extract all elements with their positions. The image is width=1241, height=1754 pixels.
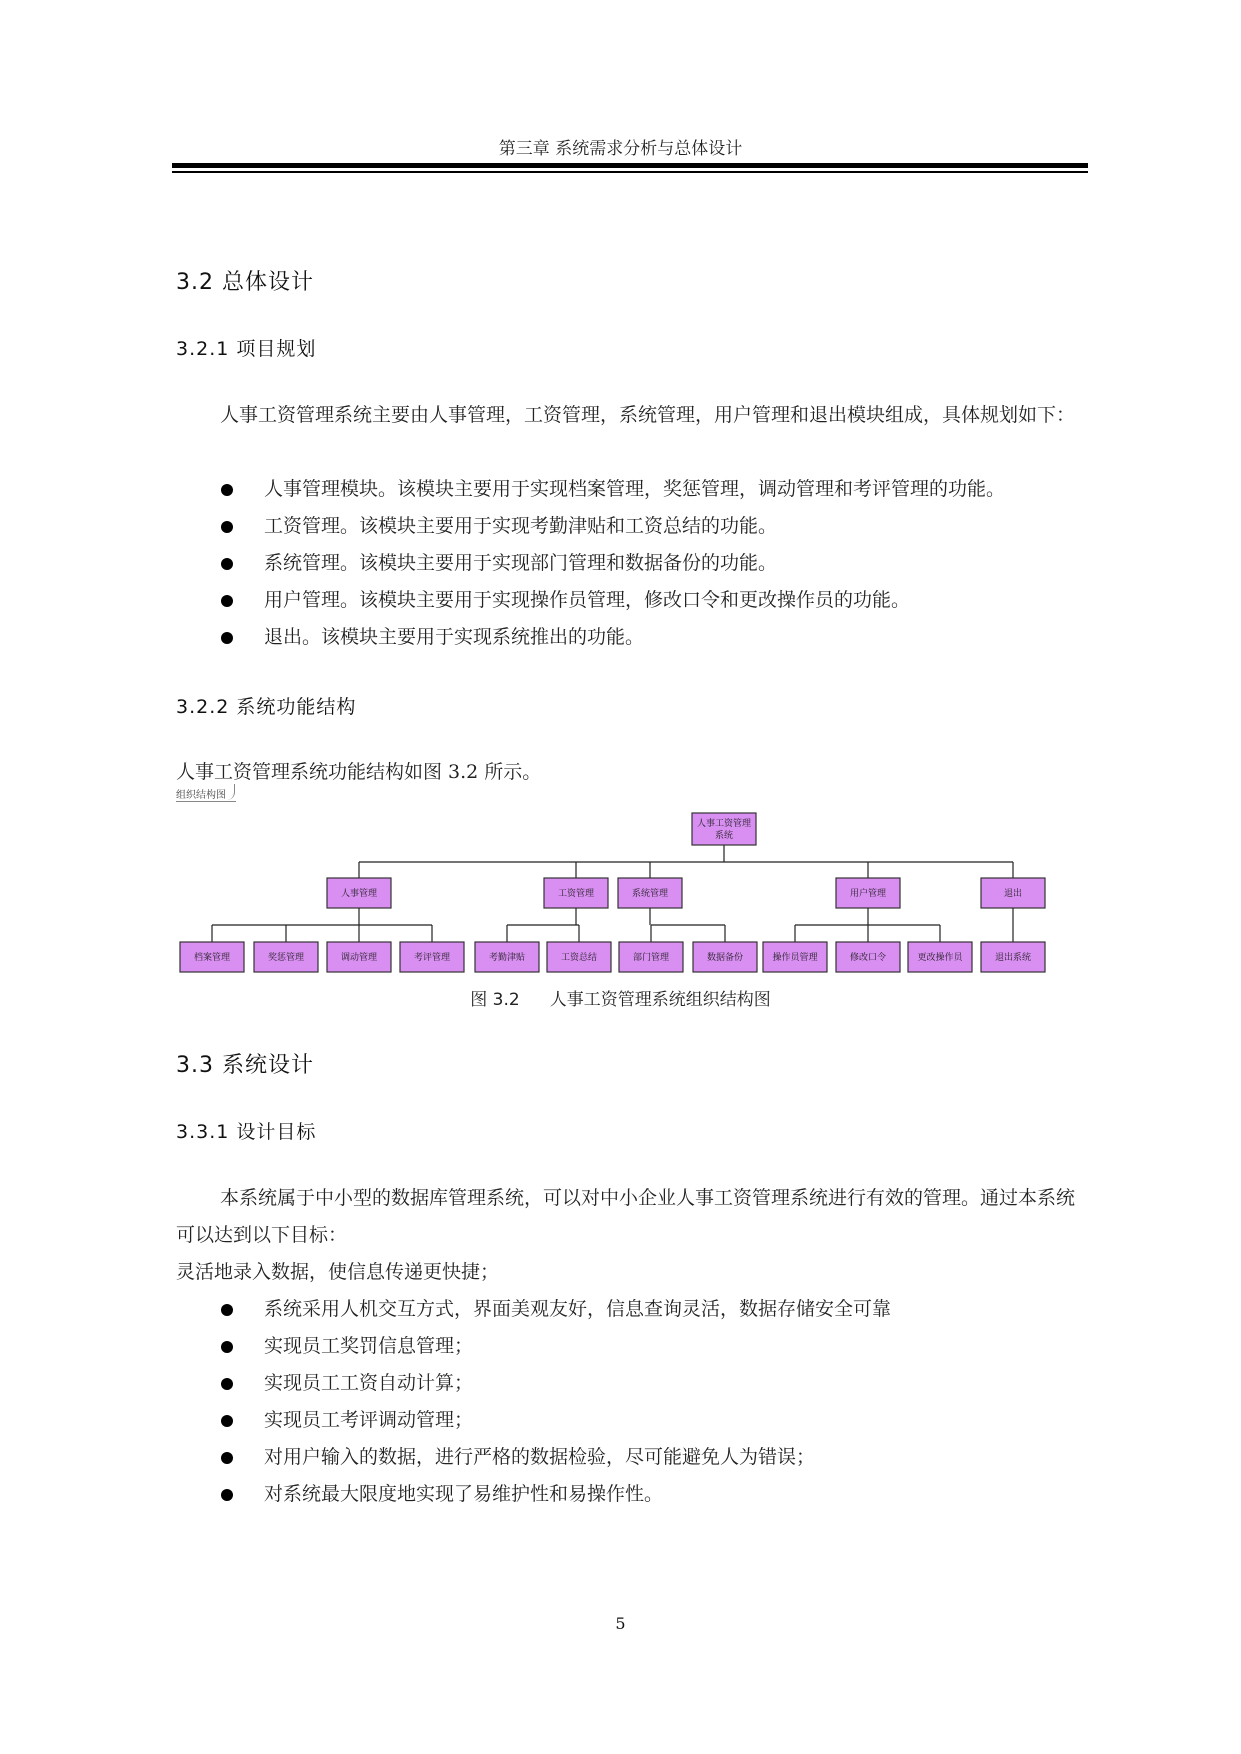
list-item: 实现员工工资自动计算； [176, 1365, 1088, 1402]
running-header: 第三章 系统需求分析与总体设计 [498, 139, 743, 159]
org-module-node-label: 人事管理 [340, 889, 378, 899]
org-module-node-label: 退出 [1003, 889, 1023, 899]
list-item: 系统管理。该模块主要用于实现部门管理和数据备份的功能。 [176, 545, 1088, 582]
org-leaf-node [475, 942, 539, 972]
org-module-node [618, 878, 682, 908]
figure-caption [0, 985, 1241, 1010]
list-item: 对用户输入的数据，进行严格的数据检验，尽可能避免人为错误； [176, 1439, 1088, 1476]
bullet-dot-icon [221, 1378, 233, 1390]
header-rule-thick [172, 163, 1088, 168]
bullet-dot-icon [221, 1452, 233, 1464]
section-3-2-title: 3.2 总体设计 [176, 270, 314, 295]
org-leaf-node-label: 退出系统 [994, 953, 1032, 963]
section-3-3-1-title: 3.3.1 设计目标 [176, 1121, 317, 1143]
section-3-2-2-intro: 人事工资管理系统功能结构如图 3.2 所示。 [176, 761, 542, 783]
org-module-node [327, 878, 391, 908]
org-leaf-node-label: 数据备份 [706, 953, 744, 963]
section-3-2-1-intro: 人事工资管理系统主要由人事管理，工资管理，系统管理，用户管理和退出模块组成，具体规划如下： [220, 404, 1076, 426]
goals-bullet-list [176, 1291, 1088, 1513]
org-root-node-label: 人事工资管理 [696, 819, 752, 829]
org-leaf-node-label: 更改操作员 [917, 953, 963, 963]
list-item: 工资管理。该模块主要用于实现考勤津贴和工资总结的功能。 [176, 508, 1088, 545]
org-leaf-node-label: 调动管理 [340, 953, 378, 963]
figure-number: 图 3.2 [470, 990, 520, 1010]
list-item: 人事管理模块。该模块主要用于实现档案管理，奖惩管理，调动管理和考评管理的功能。 [176, 471, 1088, 508]
org-root-node-label: 系统 [714, 831, 734, 841]
bullet-dot-icon [221, 1489, 233, 1501]
org-leaf-node-label: 修改口令 [849, 953, 887, 963]
list-item: 用户管理。该模块主要用于实现操作员管理，修改口令和更改操作员的功能。 [176, 582, 1088, 619]
org-chart [0, 800, 1241, 980]
org-leaf-node [400, 942, 464, 972]
header-rule-thin [172, 171, 1088, 173]
org-leaf-node [836, 942, 900, 972]
bullet-dot-icon [221, 632, 233, 644]
org-module-node-label: 系统管理 [631, 889, 669, 899]
planning-bullet-list [176, 471, 1088, 656]
list-item: 退出。该模块主要用于实现系统推出的功能。 [176, 619, 1088, 656]
section-3-3-1-para1: 本系统属于中小型的数据库管理系统，可以对中小企业人事工资管理系统进行有效的管理。通过本系统可以达到以下目标： [176, 1187, 1076, 1246]
bullet-dot-icon [221, 484, 233, 496]
org-leaf-node-label: 部门管理 [632, 953, 670, 963]
org-leaf-node-label: 奖惩管理 [267, 953, 305, 963]
org-leaf-node [619, 942, 683, 972]
org-leaf-node-label: 考勤津贴 [488, 953, 526, 963]
org-leaf-node-label: 考评管理 [413, 953, 451, 963]
org-leaf-node-label: 操作员管理 [772, 953, 818, 963]
org-module-node-label: 用户管理 [849, 889, 887, 899]
org-leaf-node [981, 942, 1045, 972]
org-leaf-node [763, 942, 827, 972]
org-leaf-node-label: 档案管理 [193, 953, 231, 963]
section-3-2-1-title: 3.2.1 项目规划 [176, 338, 317, 360]
section-3-2-2-title: 3.2.2 系统功能结构 [176, 696, 357, 718]
section-3-3-title: 3.3 系统设计 [176, 1053, 314, 1078]
bullet-dot-icon [221, 1304, 233, 1316]
org-leaf-node [180, 942, 244, 972]
bullet-dot-icon [221, 595, 233, 607]
org-leaf-node [547, 942, 611, 972]
chart-tag: 组织结构图 [176, 786, 236, 802]
org-leaf-node [693, 942, 757, 972]
section-3-3-1-para2: 灵活地录入数据，使信息传递更快捷； [176, 1261, 500, 1283]
list-item: 对系统最大限度地实现了易维护性和易操作性。 [176, 1476, 1088, 1513]
page-number: 5 [615, 1614, 626, 1633]
list-item: 系统采用人机交互方式，界面美观友好，信息查询灵活，数据存储安全可靠 [176, 1291, 1088, 1328]
org-leaf-node [327, 942, 391, 972]
org-leaf-node-label: 工资总结 [560, 953, 598, 963]
list-item: 实现员工考评调动管理； [176, 1402, 1088, 1439]
org-module-node [981, 878, 1045, 908]
org-module-node [544, 878, 608, 908]
figure-caption-text: 人事工资管理系统组织结构图 [549, 990, 771, 1010]
bullet-dot-icon [221, 521, 233, 533]
org-leaf-node [908, 942, 972, 972]
org-leaf-node [254, 942, 318, 972]
bullet-dot-icon [221, 558, 233, 570]
bullet-dot-icon [221, 1415, 233, 1427]
org-module-node [836, 878, 900, 908]
bullet-dot-icon [221, 1341, 233, 1353]
org-root-node [692, 813, 756, 845]
org-module-node-label: 工资管理 [557, 889, 595, 899]
list-item: 实现员工奖罚信息管理； [176, 1328, 1088, 1365]
